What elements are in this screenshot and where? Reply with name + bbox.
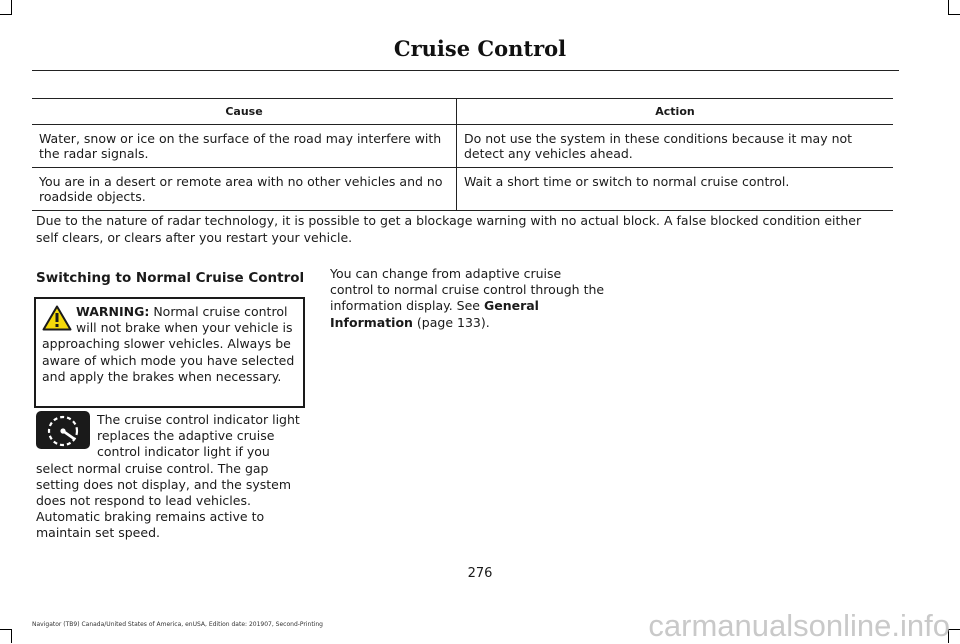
table-row: [32, 125, 893, 168]
change-mode-text: You can change from adaptive cruise control to normal cruise control through the information display. See: [330, 266, 605, 314]
crop-mark: [0, 14, 12, 15]
action-cell: Do not use the system in these conditions because it may not detect any vehicles ahead.: [457, 125, 894, 168]
action-cell: Wait a short time or switch to normal cruise control.: [457, 168, 894, 211]
change-mode-paragraph: [330, 266, 605, 331]
general-information-link[interactable]: General Information: [330, 298, 539, 330]
page-number: 276: [467, 566, 493, 581]
crop-mark: [0, 629, 12, 630]
footer-edition-note: Navigator (TB9) Canada/United States of America, enUSA, Edition date: 201907, Second-Printing: [32, 621, 323, 628]
crop-mark: [948, 0, 949, 14]
xref-page-ref: (page 133).: [412, 314, 490, 330]
warning-text: Normal cruise control will not brake when your vehicle is approaching slower vehicles. Always be aware of which mode you have selected and apply the brakes when necessary.: [42, 304, 295, 384]
indicator-text: The cruise control indicator light replaces the adaptive cruise control indicator light if you select normal cruise control. The gap setting does not display, and the system does not respond to lead vehicles. Automatic braking remains active to maintain set speed.: [36, 412, 300, 541]
cause-cell: You are in a desert or remote area with no other vehicles and no roadside objects.: [32, 168, 457, 211]
indicator-paragraph: [36, 412, 306, 542]
warning-box: [34, 297, 305, 408]
warning-triangle-icon: [42, 305, 72, 331]
radar-note-paragraph: Due to the nature of radar technology, it is possible to get a blockage warning with no actual block. A false blocked condition either self clears, or clears after you restart your vehicle.: [36, 213, 862, 245]
crop-mark: [11, 0, 12, 14]
crop-mark: [11, 629, 12, 643]
header-rule: [32, 70, 899, 71]
watermark: carmanualsonline.info: [648, 608, 950, 643]
cause-action-table: [32, 98, 893, 211]
column-header-cause: Cause: [32, 99, 457, 125]
crop-mark: [948, 14, 960, 15]
page-title: Cruise Control: [393, 36, 567, 61]
cause-cell: Water, snow or ice on the surface of the road may interfere with the radar signals.: [32, 125, 457, 168]
section-heading: Switching to Normal Cruise Control: [36, 270, 305, 286]
column-header-action: Action: [457, 99, 894, 125]
table-row: [32, 168, 893, 211]
warning-label: WARNING:: [76, 304, 150, 319]
table-header-row: [32, 99, 893, 125]
